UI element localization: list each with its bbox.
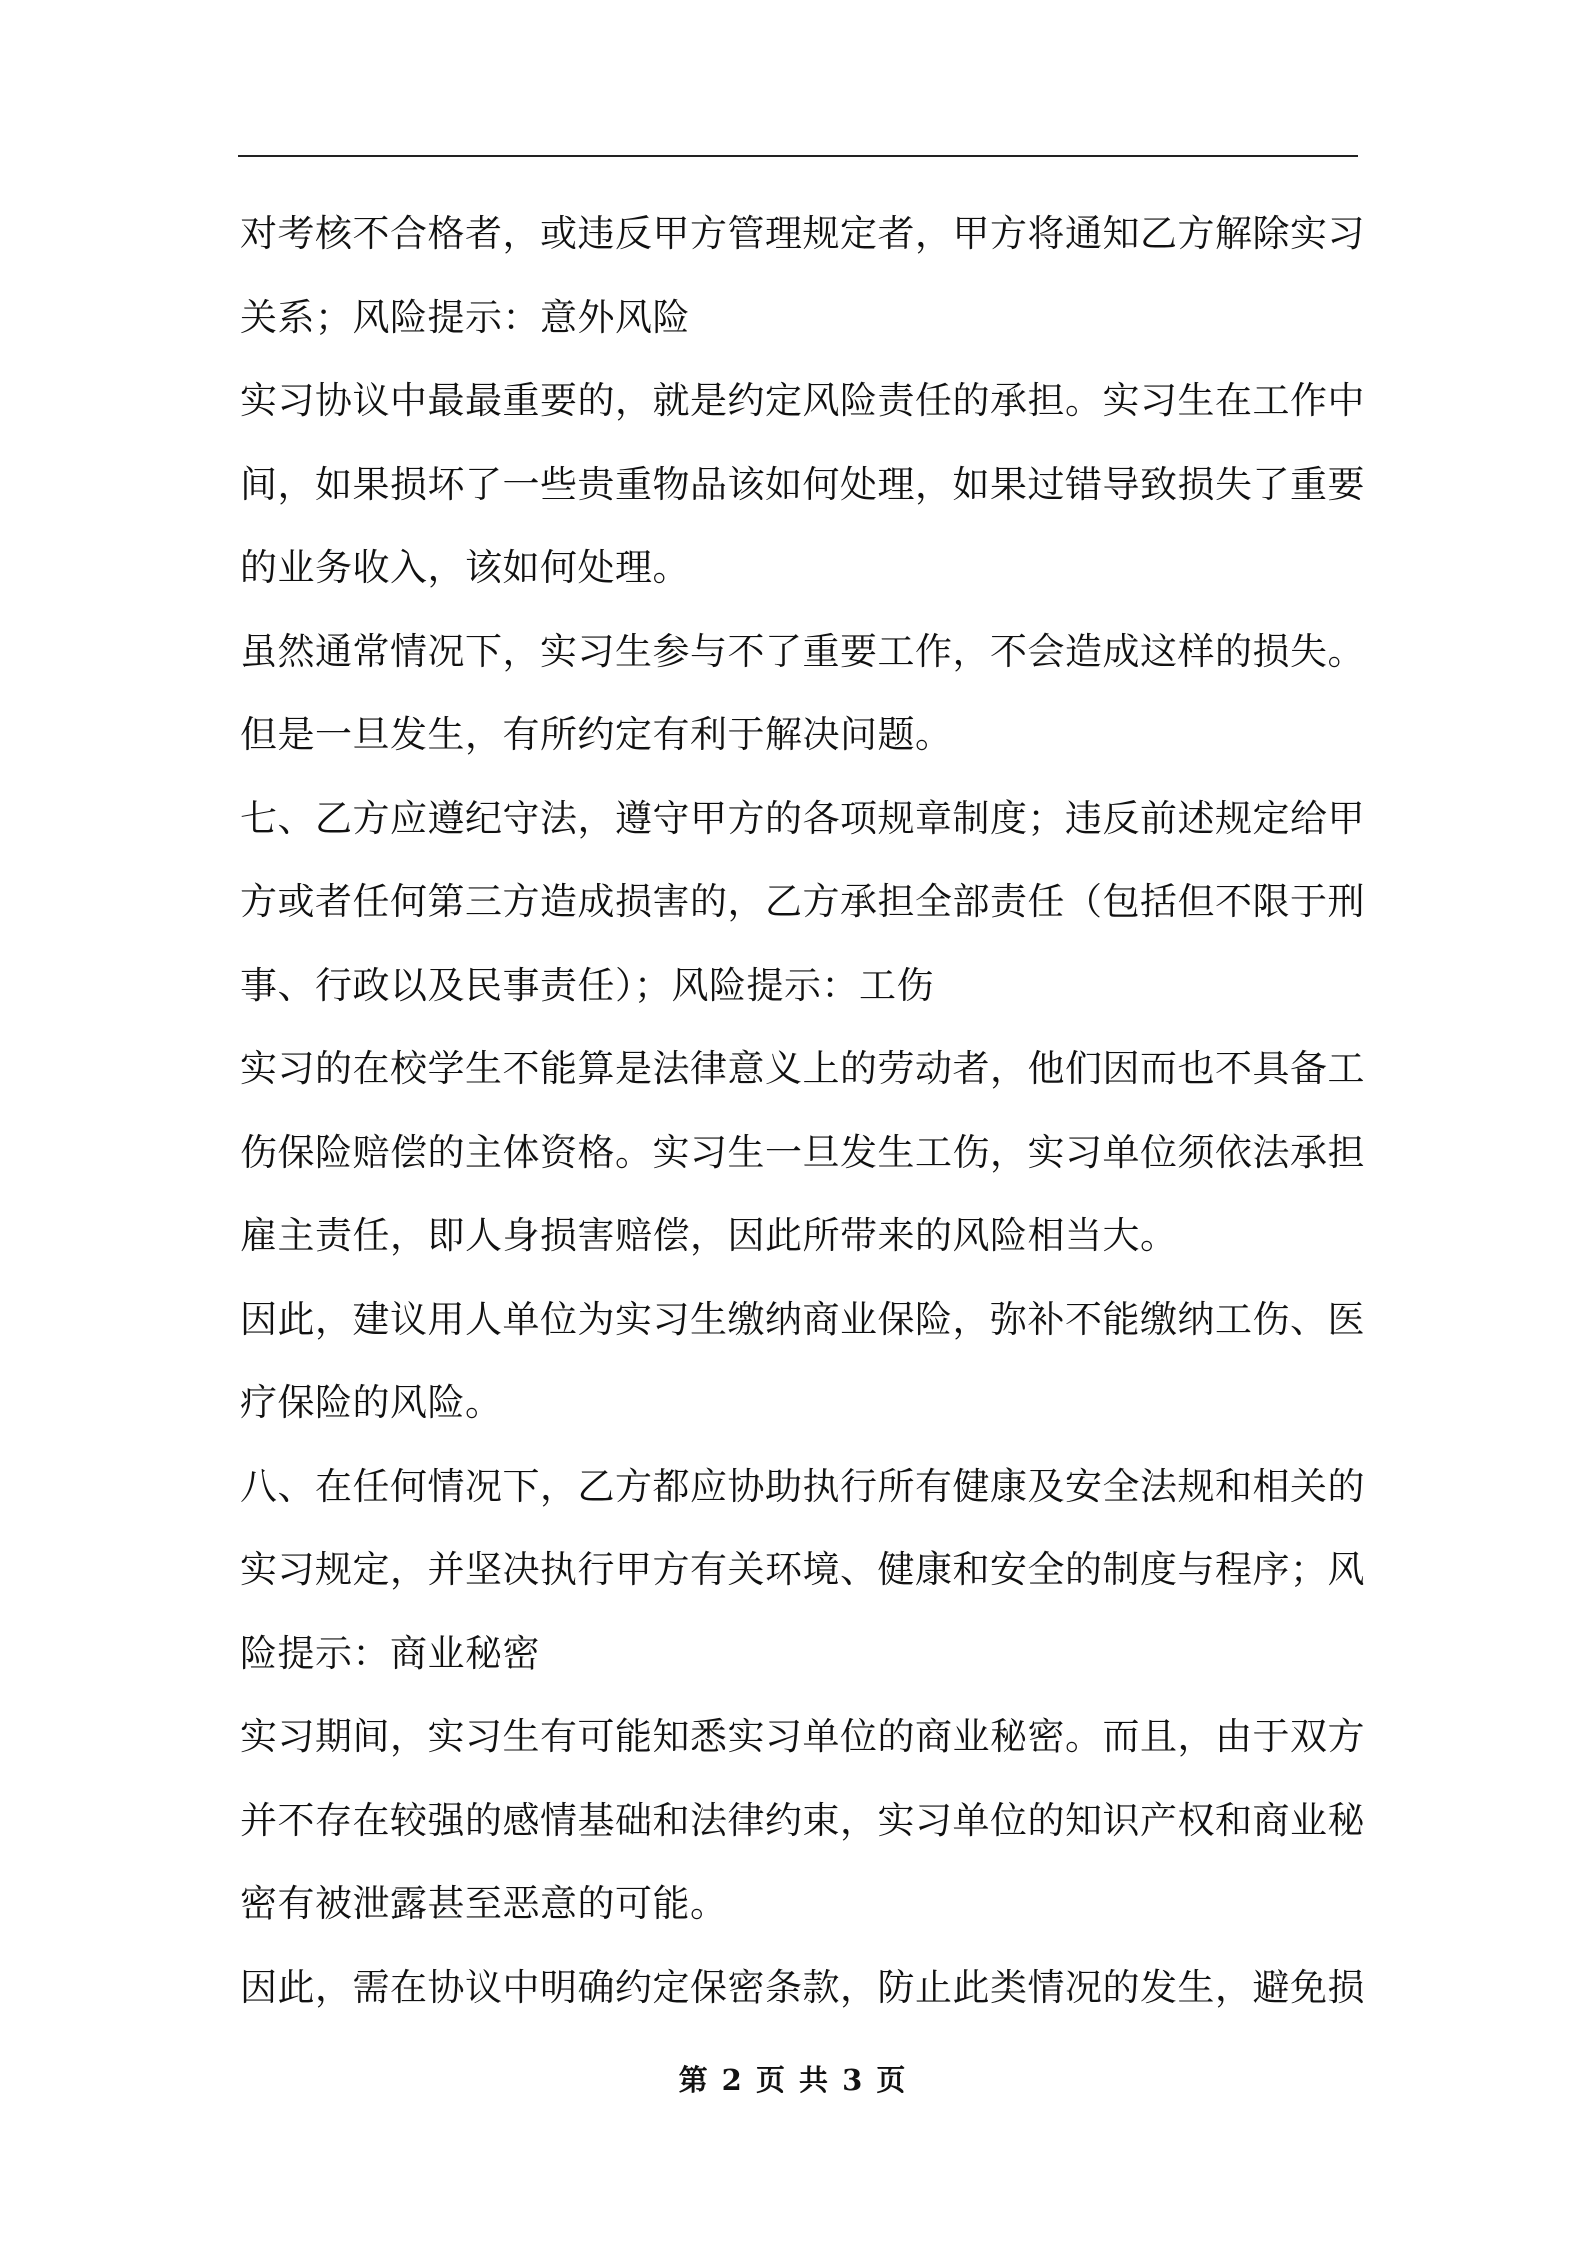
text-line: 实习规定，并坚决执行甲方有关环境、健康和安全的制度与程序；风 [240, 1548, 1365, 1591]
text-line: 八、在任何情况下，乙方都应协助执行所有健康及安全法规和相关的 [240, 1464, 1365, 1508]
text-line: 雇主责任，即人身损害赔偿，因此所带来的风险相当大。 [240, 1214, 1178, 1257]
text-line: 密有被泄露甚至恶意的可能。 [240, 1882, 728, 1925]
document-body [240, 192, 1365, 2029]
text-line: 因此，建议用人单位为实习生缴纳商业保险，弥补不能缴纳工伤、医 [240, 1297, 1365, 1341]
text-line: 对考核不合格者，或违反甲方管理规定者，甲方将通知乙方解除实习 [240, 212, 1365, 255]
page-number: 第 2 页 共 3 页 [678, 2063, 908, 2097]
text-line: 但是一旦发生，有所约定有利于解决问题。 [240, 713, 953, 756]
text-line: 疗保险的风险。 [240, 1381, 503, 1424]
text-line: 的业务收入，该如何处理。 [240, 546, 690, 589]
header-rule [238, 155, 1358, 157]
text-line: 七、乙方应遵纪守法，遵守甲方的各项规章制度；违反前述规定给甲 [240, 796, 1365, 840]
text-line: 实习期间，实习生有可能知悉实习单位的商业秘密。而且，由于双方 [240, 1715, 1365, 1758]
text-line: 伤保险赔偿的主体资格。实习生一旦发生工伤，实习单位须依法承担 [240, 1130, 1365, 1174]
text-line: 虽然通常情况下，实习生参与不了重要工作，不会造成这样的损失。 [240, 629, 1365, 673]
text-line: 方或者任何第三方造成损害的，乙方承担全部责任（包括但不限于刑 [240, 880, 1365, 923]
text-line: 实习协议中最最重要的，就是约定风险责任的承担。实习生在工作中 [240, 379, 1365, 422]
text-line: 并不存在较强的感情基础和法律约束，实习单位的知识产权和商业秘 [240, 1798, 1365, 1842]
text-line: 事、行政以及民事责任）；风险提示：工伤 [240, 963, 934, 1007]
text-line: 间，如果损坏了一些贵重物品该如何处理，如果过错导致损失了重要 [240, 462, 1365, 506]
text-line: 因此，需在协议中明确约定保密条款，防止此类情况的发生，避免损 [240, 1965, 1365, 2009]
text-line: 险提示：商业秘密 [240, 1631, 540, 1675]
text-line: 实习的在校学生不能算是法律意义上的劳动者，他们因而也不具备工 [240, 1047, 1365, 1090]
text-line: 关系；风险提示：意外风险 [240, 295, 690, 339]
